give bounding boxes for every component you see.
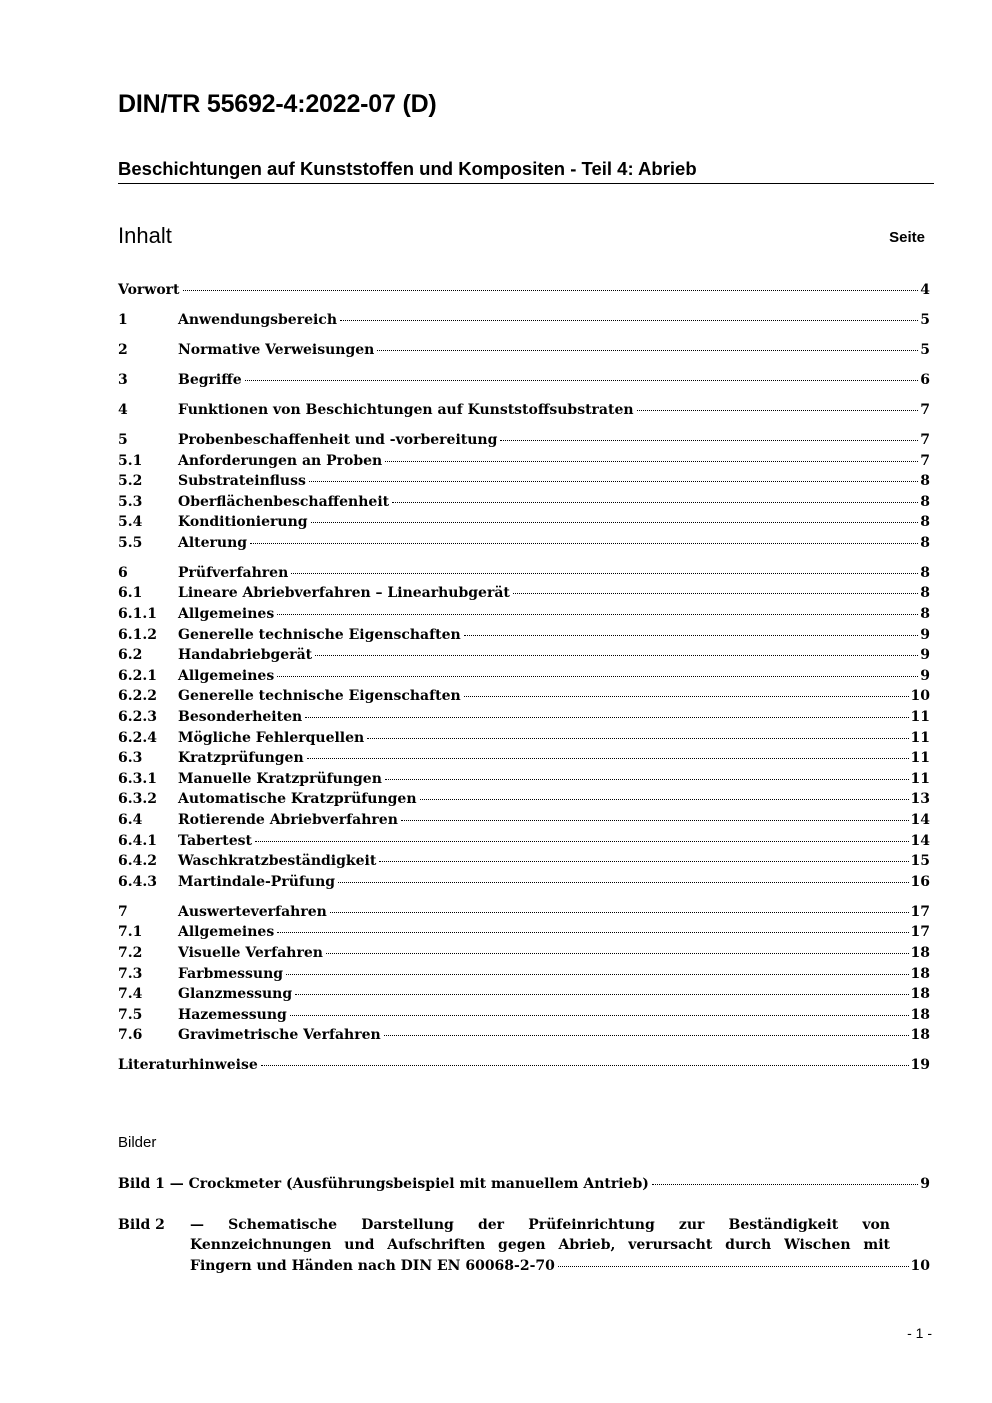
toc-entry[interactable] — [118, 625, 930, 646]
toc-entry-page: 8 — [920, 585, 930, 602]
toc-entry-label: Allgemeines — [178, 667, 275, 684]
toc-entry-label: Lineare Abriebverfahren – Linearhubgerät — [178, 585, 510, 602]
toc-entry-label: Manuelle Kratzprüfungen — [178, 770, 382, 787]
toc-entry-number: 7.5 — [118, 1006, 143, 1023]
toc-entry[interactable] — [118, 666, 930, 687]
toc-entry-label: Mögliche Fehlerquellen — [178, 729, 365, 746]
toc-entry[interactable] — [118, 707, 930, 728]
toc-entry-page: 18 — [910, 1006, 930, 1023]
toc-entry[interactable] — [118, 340, 930, 361]
figure-caption-line: Kennzeichnungen und Aufschriften gegen Abrieb, verursacht durch Wischen mit — [190, 1237, 890, 1254]
toc-entry[interactable] — [118, 922, 930, 943]
leader-dots — [305, 717, 908, 718]
leader-dots — [183, 290, 919, 291]
figure-entry-page: 9 — [920, 1176, 930, 1192]
toc-entry-number: 4 — [118, 401, 128, 418]
toc-entry-page: 15 — [910, 853, 930, 870]
toc-entry-label: Substrateinfluss — [178, 473, 306, 490]
leader-dots — [295, 994, 908, 995]
toc-entry[interactable] — [118, 583, 930, 604]
toc-entry-number: 6.4.1 — [118, 832, 157, 849]
leader-dots — [392, 502, 918, 503]
toc-entry-number: 6.4 — [118, 812, 143, 828]
leader-dots — [340, 320, 918, 321]
toc-entry[interactable] — [118, 533, 930, 554]
leader-dots — [464, 696, 909, 697]
toc-entry-page: 11 — [910, 729, 930, 746]
toc-entry-page: 8 — [920, 493, 930, 510]
toc-entry-number: 5.3 — [118, 493, 143, 510]
toc-entry[interactable] — [118, 400, 930, 421]
toc-entry-label: Automatische Kratzprüfungen — [178, 791, 417, 808]
toc-entry-label: Konditionierung — [178, 514, 308, 531]
toc-entry[interactable] — [118, 563, 930, 584]
toc-entry-label: Gravimetrische Verfahren — [178, 1027, 381, 1044]
leader-dots — [338, 882, 908, 883]
toc-entry-label: Begriffe — [178, 371, 242, 388]
toc-entry-label: Allgemeines — [178, 924, 275, 941]
toc-entry-number: 6.1.2 — [118, 626, 157, 643]
toc-entry-number: 6.1 — [118, 585, 143, 602]
leader-dots — [261, 1065, 909, 1066]
toc-entry[interactable] — [118, 686, 930, 707]
toc-entry-page: 8 — [920, 606, 930, 623]
toc-entry-number: 1 — [118, 311, 128, 328]
leader-dots — [367, 738, 908, 739]
leader-dots — [255, 841, 909, 842]
figure-entry-label: Bild 1 — Crockmeter (Ausführungsbeispiel mit manuellem Antrieb) — [118, 1176, 649, 1192]
toc-entry-page: 17 — [910, 903, 930, 920]
figure-entry-1[interactable] — [118, 1174, 930, 1195]
toc-entry-number: 5.2 — [118, 473, 143, 490]
toc-entry-page: 14 — [910, 812, 930, 828]
toc-entry-page: 16 — [910, 873, 930, 890]
toc-entry-page: 18 — [910, 986, 930, 1003]
toc-entry[interactable] — [118, 492, 930, 513]
leader-dots — [286, 974, 908, 975]
toc-entry-page: 8 — [920, 564, 930, 581]
toc-entry-label: Vorwort — [118, 282, 180, 298]
toc-entry-page: 9 — [920, 647, 930, 664]
toc-entry-number: 7.1 — [118, 924, 143, 941]
toc-entry-page: 11 — [910, 770, 930, 787]
figure-entry-2[interactable] — [118, 1215, 930, 1277]
toc-entry-page: 11 — [910, 709, 930, 726]
toc-entry-page: 8 — [920, 514, 930, 531]
toc-entry[interactable] — [118, 370, 930, 391]
toc-entry[interactable] — [118, 310, 930, 331]
toc-entry-number: 6.3.1 — [118, 770, 157, 787]
leader-dots — [420, 799, 909, 800]
toc-entry-number: 6.3 — [118, 750, 143, 767]
toc-entry-page: 18 — [910, 944, 930, 961]
toc-entry-label: Allgemeines — [178, 606, 275, 623]
toc-entry-page: 10 — [910, 688, 930, 705]
figure-entry-caption — [190, 1215, 930, 1277]
toc-entry-number: 6.2 — [118, 647, 143, 664]
toc-entry-page: 19 — [910, 1057, 930, 1074]
toc-entry-label: Auswerteverfahren — [178, 903, 327, 920]
toc-entry[interactable] — [118, 1055, 930, 1076]
leader-dots — [385, 461, 918, 462]
toc-entry-page: 13 — [910, 791, 930, 808]
toc-entry-label: Glanzmessung — [178, 986, 293, 1003]
toc-entry[interactable] — [118, 943, 930, 964]
toc-entry[interactable] — [118, 789, 930, 810]
toc-entry-label: Visuelle Verfahren — [178, 944, 323, 961]
toc-entry-page: 5 — [920, 341, 930, 358]
leader-dots — [513, 593, 918, 594]
leader-dots — [250, 543, 918, 544]
toc-entry-label: Oberflächenbeschaffenheit — [178, 493, 390, 510]
leader-dots — [637, 410, 919, 411]
toc-entry-label: Hazemessung — [178, 1006, 287, 1023]
toc-entry[interactable] — [118, 451, 930, 472]
page-number: - 1 - — [907, 1325, 932, 1341]
figure-entry-page: 10 — [910, 1257, 930, 1274]
toc-entry-page: 7 — [920, 452, 930, 469]
toc-entry[interactable] — [118, 645, 930, 666]
toc-entry[interactable] — [118, 1025, 930, 1046]
toc-entry-label: Probenbeschaffenheit und -vorbereitung — [178, 431, 498, 448]
toc-entry-label: Funktionen von Beschichtungen auf Kunststoffsubstraten — [178, 401, 634, 418]
figure-caption-line: Fingern und Händen nach DIN EN 60068-2-70 — [190, 1257, 555, 1274]
toc-entry-number: 7.4 — [118, 986, 143, 1003]
leader-dots — [385, 779, 909, 780]
leader-dots — [315, 655, 918, 656]
leader-dots — [311, 522, 919, 523]
toc-entry[interactable] — [118, 748, 930, 769]
figure-list — [118, 1174, 930, 1276]
toc-entry-label: Waschkratzbeständigkeit — [178, 853, 377, 870]
toc-entry[interactable] — [118, 851, 930, 872]
toc-entry[interactable] — [118, 728, 930, 749]
toc-entry-page: 7 — [920, 401, 930, 418]
toc-entry-page: 17 — [910, 924, 930, 941]
toc-entry-number: 6.4.3 — [118, 873, 157, 890]
toc-entry-label: Kratzprüfungen — [178, 750, 304, 767]
toc-entry[interactable] — [118, 810, 930, 831]
toc-entry-label: Tabertest — [178, 832, 252, 849]
toc-entry-number: 6.2.4 — [118, 729, 157, 746]
toc-entry-page: 14 — [910, 832, 930, 849]
toc-entry-label: Alterung — [178, 534, 248, 551]
toc-entry-label: Martindale-Prüfung — [178, 873, 336, 890]
toc-entry[interactable] — [118, 1005, 930, 1026]
document-title: DIN/TR 55692-4:2022-07 (D) — [118, 90, 437, 118]
toc-entry-number: 7.3 — [118, 965, 143, 982]
toc-entry-page: 8 — [920, 534, 930, 551]
toc-entry-number: 6 — [118, 564, 128, 581]
figures-heading: Bilder — [118, 1134, 157, 1151]
toc-entry-number: 6.2.3 — [118, 709, 157, 726]
toc-entry[interactable] — [118, 471, 930, 492]
toc-entry-page: 7 — [920, 431, 930, 448]
toc-entry-label: Generelle technische Eigenschaften — [178, 688, 461, 705]
document-subtitle: Beschichtungen auf Kunststoffen und Kompositen - Teil 4: Abrieb — [118, 158, 934, 184]
toc-entry-number: 6.2.1 — [118, 667, 157, 684]
toc-entry-number: 5.4 — [118, 514, 143, 531]
toc-entry[interactable] — [118, 902, 930, 923]
toc-entry[interactable] — [118, 280, 930, 301]
toc-entry-label: Anwendungsbereich — [178, 311, 337, 328]
toc-entry-number: 7.6 — [118, 1027, 143, 1044]
leader-dots — [384, 1035, 909, 1036]
toc-entry-number: 5 — [118, 431, 128, 448]
leader-dots — [500, 440, 918, 441]
toc-entry[interactable] — [118, 984, 930, 1005]
toc-entry[interactable] — [118, 430, 930, 451]
toc-entry-label: Normative Verweisungen — [178, 341, 375, 358]
toc-entry-page: 9 — [920, 626, 930, 643]
toc-page-label: Seite — [889, 229, 925, 246]
leader-dots — [307, 758, 909, 759]
toc-heading: Inhalt — [118, 223, 172, 248]
leader-dots — [377, 350, 918, 351]
leader-dots — [277, 614, 918, 615]
leader-dots — [245, 380, 919, 381]
toc-entry[interactable] — [118, 872, 930, 893]
figure-caption-line: — Schematische Darstellung der Prüfeinrichtung zur Beständigkeit von — [190, 1216, 890, 1233]
toc-entry-page: 5 — [920, 311, 930, 328]
toc-entry[interactable] — [118, 831, 930, 852]
toc-entry[interactable] — [118, 604, 930, 625]
toc-entry-number: 7 — [118, 903, 128, 920]
toc-entry-page: 9 — [920, 667, 930, 684]
toc-entry-page: 18 — [910, 965, 930, 982]
toc-entry-page: 8 — [920, 473, 930, 490]
toc-entry-page: 6 — [920, 371, 930, 388]
leader-dots — [464, 635, 919, 636]
leader-dots — [326, 953, 909, 954]
toc-entry-page: 4 — [920, 282, 930, 298]
toc-entry-label: Literaturhinweise — [118, 1057, 258, 1074]
toc-entry-label: Generelle technische Eigenschaften — [178, 626, 461, 643]
leader-dots — [277, 932, 908, 933]
toc-entry-label: Besonderheiten — [178, 709, 303, 726]
leader-dots — [330, 912, 909, 913]
toc-entry-label: Rotierende Abriebverfahren — [178, 812, 398, 828]
leader-dots — [558, 1266, 909, 1267]
leader-dots — [401, 820, 909, 821]
leader-dots — [309, 481, 918, 482]
table-of-contents — [118, 280, 930, 1076]
toc-entry-number: 6.2.2 — [118, 688, 157, 705]
toc-entry-label: Prüfverfahren — [178, 564, 289, 581]
leader-dots — [277, 676, 918, 677]
toc-entry-label: Handabriebgerät — [178, 647, 313, 664]
toc-entry-number: 6.1.1 — [118, 606, 157, 623]
toc-entry[interactable] — [118, 769, 930, 790]
leader-dots — [379, 861, 908, 862]
toc-entry-label: Farbmessung — [178, 965, 284, 982]
toc-entry-page: 18 — [910, 1027, 930, 1044]
toc-entry[interactable] — [118, 964, 930, 985]
toc-entry-number: 6.3.2 — [118, 791, 157, 808]
toc-entry-number: 7.2 — [118, 944, 143, 961]
leader-dots — [652, 1184, 918, 1185]
toc-entry-number: 6.4.2 — [118, 853, 157, 870]
toc-entry-number: 5.5 — [118, 534, 143, 551]
toc-entry[interactable] — [118, 512, 930, 533]
toc-entry-number: 2 — [118, 341, 128, 358]
leader-dots — [290, 1015, 909, 1016]
figure-entry-number: Bild 2 — [118, 1216, 165, 1233]
toc-entry-number: 5.1 — [118, 452, 143, 469]
leader-dots — [291, 573, 918, 574]
toc-entry-number: 3 — [118, 371, 128, 388]
toc-entry-label: Anforderungen an Proben — [178, 452, 383, 469]
toc-entry-page: 11 — [910, 750, 930, 767]
